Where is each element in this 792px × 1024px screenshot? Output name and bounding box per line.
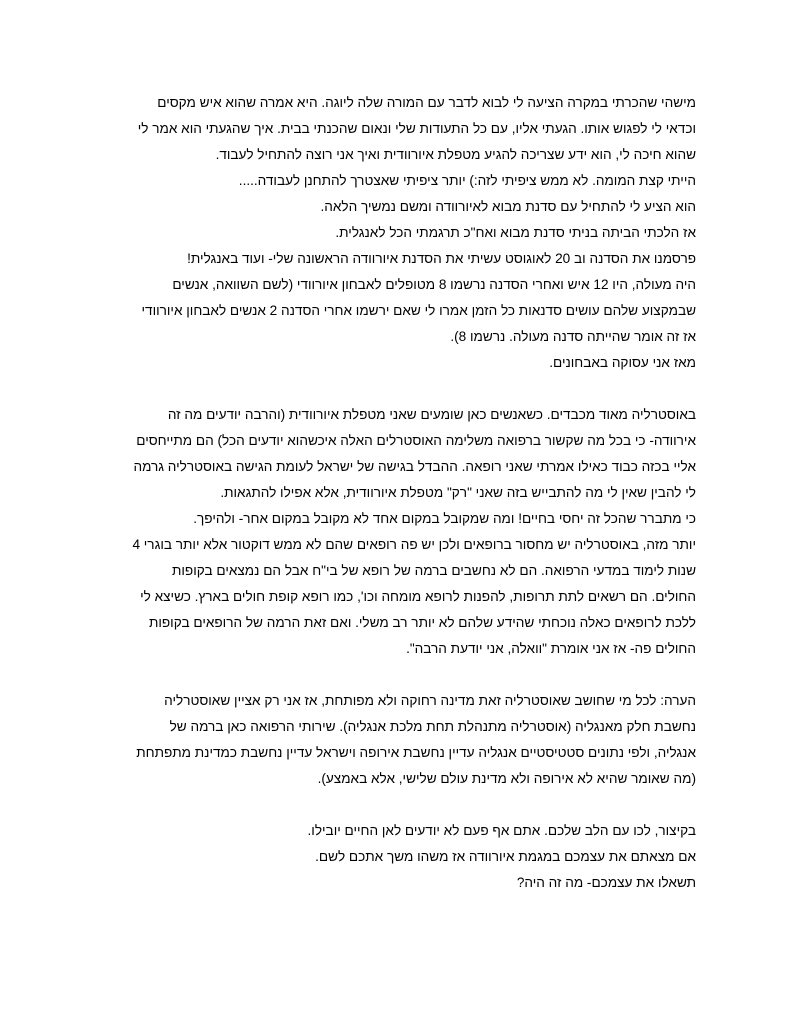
- text-line: אנגליה, ולפי נתונים סטטיסטיים אנגליה עדיין נחשבת אירופה וישראל עדיין נחשבת כמדינת מתפתחת: [136, 745, 696, 760]
- paragraph-spacer: [96, 792, 696, 818]
- text-line: היה מעולה, היו 12 איש ואחרי הסדנה נרשמו 8 מטופלים לאבחון איורוודי (לשם השוואה, אנשים: [172, 277, 696, 292]
- paragraph-spacer: [96, 662, 696, 688]
- text-line: וכדאי לי לפגוש אותו. הגעתי אליו, עם כל התעודות שלי ונאום שהכנתי בבית. איך שהגעתי הוא אמר לי: [137, 121, 696, 136]
- text-line: החולים. הם רשאים לתת תרופות, להפנות לרופא מומחה וכו', כמו רופא קופת חולים בארץ. כשיצא לי: [140, 589, 696, 604]
- paragraph-spacer: [96, 376, 696, 402]
- text-line: יותר מזה, באוסטרליה יש מחסור ברופאים ולכן יש פה רופאים שהם לא ממש דוקטור אלא יותר בוגרי 4: [132, 537, 696, 552]
- text-line: תשאלו את עצמכם- מה זה היה?: [516, 875, 696, 890]
- text-line: כי מתברר שהכל זה יחסי בחיים! ומה שמקובל במקום אחד לא מקובל במקום אחר- ולהיפך.: [193, 511, 696, 526]
- text-line: החולים פה- אז אני אומרת "וואלה, אני יודעת הרבה".: [406, 641, 696, 656]
- text-line: הערה: לכל מי שחושב שאוסטרליה זאת מדינה רחוקה ולא מפותחת, אז אני רק אציין שאוסטרליה: [164, 693, 696, 708]
- text-line: הייתי קצת המומה. לא ממש ציפיתי לזה:) יותר ציפיתי שאצטרך להתחנן לעבודה.....: [238, 173, 696, 188]
- paragraph-conclusion: [96, 818, 696, 896]
- text-line: שבמקצוע שלהם עושים סדנאות כל הזמן אמרו לי שאם ירשמו אחרי הסדנה 2 אנשים לאבחון איורוודי: [141, 303, 696, 318]
- text-line: ללכת לרופאים כאלה נוכחתי שהידע שלהם לא יותר רב משלי. ואם זאת הרמה של הרופאים בקופות: [148, 615, 696, 630]
- text-line: אליי בכזה כבוד כאילו אמרתי שאני רופאה. ההבדל בגישה של ישראל לעומת הגישה באוסטרליה גרמה: [133, 459, 696, 474]
- text-line: שהוא חיכה לי, הוא ידע שצריכה להגיע מטפלת איורוודית ואיך אני רוצה להתחיל לעבוד.: [215, 147, 696, 162]
- text-line: נחשבת חלק מאנגליה (אוסטרליה מתנהלת תחת מלכת אנגליה). שירותי הרפואה כאן ברמה של: [169, 719, 696, 734]
- text-line: פרסמנו את הסדנה וב 20 לאוגוסט עשיתי את הסדנת איורוודה הראשונה שלי- ועוד באנגלית!: [187, 251, 696, 266]
- text-line: בקיצור, לכו עם הלב שלכם. אתם אף פעם לא יודעים לאן החיים יובילו.: [307, 823, 696, 838]
- text-line: מישהי שהכרתי במקרה הציעה לי לבוא לדבר עם המורה שלה ליוגה. היא אמרה שהוא איש מקסים: [157, 95, 696, 110]
- text-line: אז זה אומר שהייתה סדנה מעולה. נרשמו 8).: [450, 329, 696, 344]
- text-line: מאז אני עסוקה באבחונים.: [549, 355, 696, 370]
- text-line: אירוודה- כי בכל מה שקשור ברפואה משלימה האוסטרלים האלה איכשהוא יודעים הכל) הם מתייחסים: [136, 433, 696, 448]
- text-line: אם מצאתם את עצמכם במגמת איורוודה אז משהו משך אתכם לשם.: [315, 849, 696, 864]
- text-line: שנות לימוד במדעי הרפואה. הם לא נחשבים ברמה של רופא של בי"ח אבל הם נמצאים בקופות: [171, 563, 696, 578]
- text-line: לי להבין שאין לי מה להתבייש בזה שאני "רק" מטפלת איורוודית, אלא אפילו להתגאות.: [220, 485, 696, 500]
- text-line: באוסטרליה מאוד מכבדים. כשאנשים כאן שומעים שאני מטפלת איורוודית (והרבה יודעים מה זה: [167, 407, 696, 422]
- paragraph-australia-respect: [96, 402, 696, 662]
- paragraph-note: [96, 688, 696, 792]
- document-page: [96, 90, 696, 896]
- text-line: הוא הציע לי להתחיל עם סדנת מבוא לאיורוודה ומשם נמשיך הלאה.: [320, 199, 696, 214]
- text-line: (מה שאומר שהיא לא אירופה ולא מדינת עולם שלישי, אלא באמצע).: [317, 771, 696, 786]
- paragraph-yoga-story: [96, 90, 696, 376]
- text-line: אז הלכתי הביתה בניתי סדנת מבוא ואח"כ תרגמתי הכל לאנגלית.: [335, 225, 696, 240]
